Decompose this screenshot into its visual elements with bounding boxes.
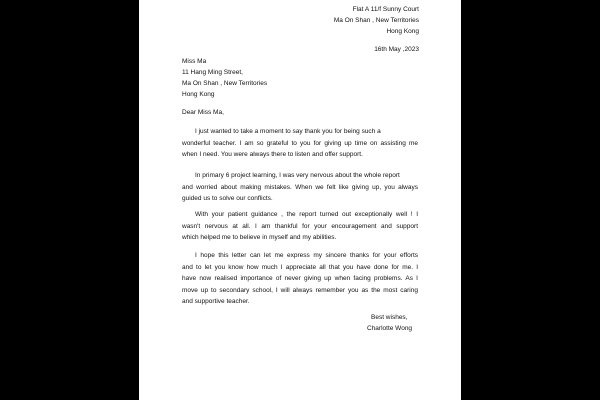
body-paragraph xyxy=(182,209,418,244)
sender-address-line-1: Flat A 11/f Sunny Court xyxy=(352,6,419,13)
paragraph-line: wasn't nervous at all. I am thankful for your encouragement and support xyxy=(182,222,418,230)
paragraph-line: I hope this letter can let me express my sincere thanks for your efforts xyxy=(195,252,418,259)
paragraph-line: With your patient guidance , the report turned out exceptionally well ! I xyxy=(195,211,418,218)
signature: Charlotte Wong xyxy=(367,325,413,332)
paragraph-line: which helped me to believe in myself and my abilities. xyxy=(182,234,337,242)
sender-address-line-2: Ma On Shan , New Territories xyxy=(333,17,419,24)
recipient-address-line-2: Ma On Shan , New Territories xyxy=(182,80,268,87)
paragraph-line: when I need. You were always there to listen and offer support. xyxy=(182,151,363,159)
paragraph-line: and worried about making mistakes. When we felt like giving up, you always xyxy=(182,183,418,191)
recipient-address-line-1: 11 Hang Ming Street, xyxy=(182,69,243,76)
letter-date: 16th May ,2023 xyxy=(374,46,419,53)
paragraph-line: have now realised importance of never giving up when facing problems. As I xyxy=(182,275,418,283)
paragraph-line: In primary 6 project learning, I was very nervous about the whole report xyxy=(195,172,400,179)
sender-address-line-3: Hong Kong xyxy=(386,28,419,35)
recipient-name: Miss Ma xyxy=(182,58,207,65)
paragraph-line: move up to secondary school, I will always remember you as the most caring xyxy=(182,286,418,294)
closing: Best wishes, xyxy=(371,314,408,321)
salutation: Dear Miss Ma, xyxy=(182,109,224,116)
paragraph-line: and to let you know how much I appreciate all that you have done for me. I xyxy=(182,263,418,271)
paragraph-line: wonderful teacher. I am so grateful to you for giving up time on assisting me xyxy=(182,139,418,147)
body-paragraph xyxy=(182,250,418,308)
body-paragraph xyxy=(182,170,418,205)
recipient-address-line-3: Hong Kong xyxy=(182,91,215,98)
paragraph-line: and supportive teacher. xyxy=(182,298,250,306)
paragraph-line: guided us to solve our conflicts. xyxy=(182,195,273,203)
letter-page xyxy=(139,0,461,400)
paragraph-line: I just wanted to take a moment to say thank you for being such a xyxy=(195,128,381,135)
body-paragraph xyxy=(182,126,418,161)
